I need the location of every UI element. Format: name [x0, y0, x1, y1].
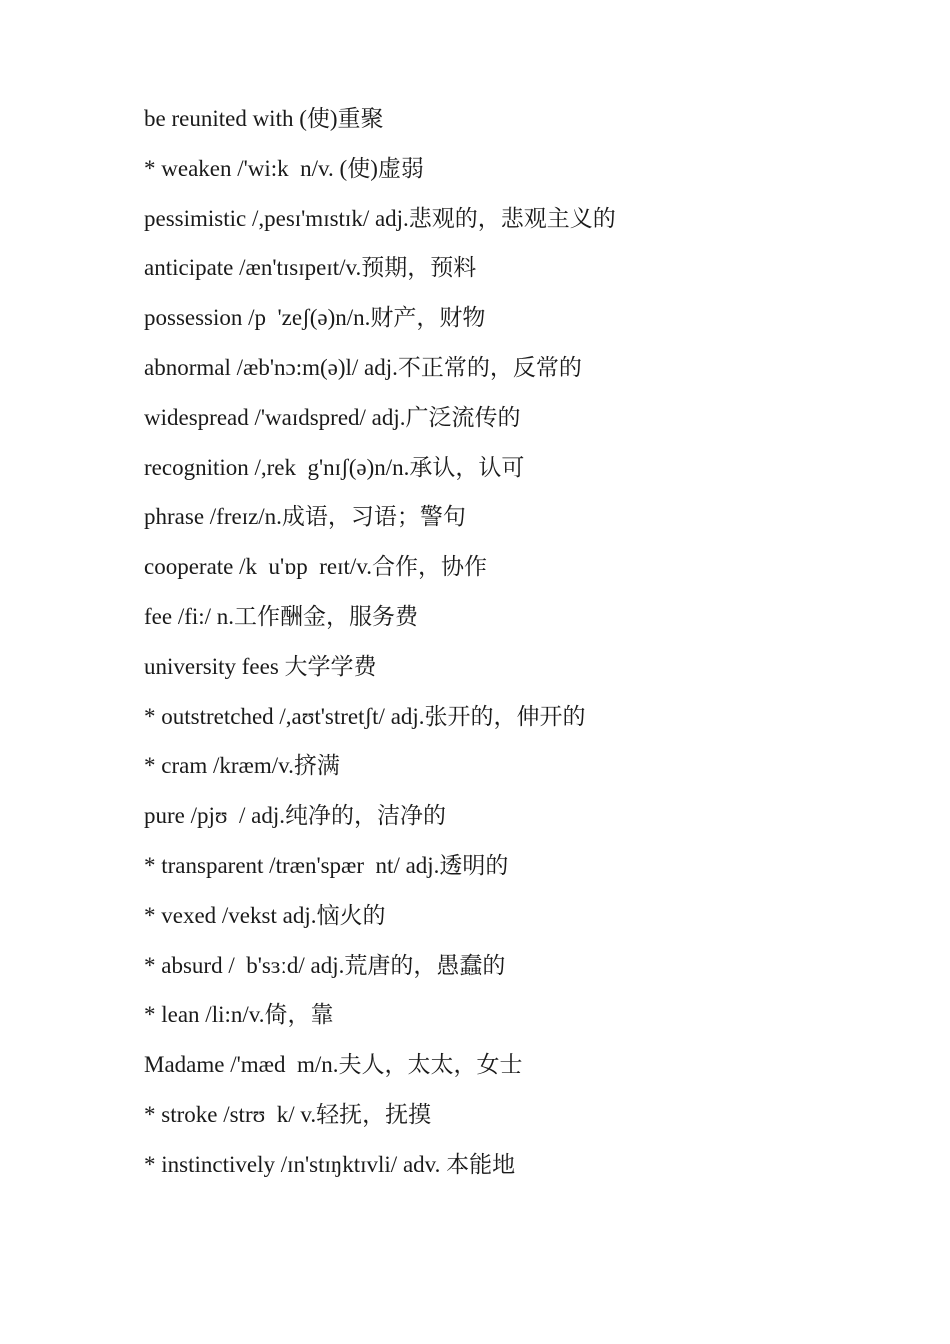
vocab-entry: * stroke /strʊ k/ v.轻抚，抚摸	[144, 1101, 432, 1127]
vocab-entry: * instinctively /ɪn'stɪŋktɪvli/ adv. 本能地	[144, 1151, 516, 1177]
vocab-entry: abnormal /æb'nɔ:m(ə)l/ adj.不正常的，反常的	[144, 354, 582, 380]
vocab-entry: university fees 大学学费	[144, 653, 377, 679]
vocab-entry: Madame /'mæd m/n.夫人，太太，女士	[144, 1052, 523, 1078]
vocab-entry: be reunited with (使)重聚	[144, 106, 384, 131]
vocab-entry: recognition /,rek g'nɪʃ(ə)n/n.承认，认可	[144, 454, 525, 480]
vocab-entry: fee /fi:/ n.工作酬金，服务费	[144, 603, 419, 629]
vocab-entry: * outstretched /,aʊt'stretʃt/ adj.张开的，伸开的	[144, 703, 586, 729]
vocab-entry: * vexed /vekst adj.恼火的	[144, 902, 386, 928]
vocab-entry: * absurd / b'sɜːd/ adj.荒唐的，愚蠢的	[144, 952, 506, 978]
vocab-entry: anticipate /æn'tɪsɪpeɪt/v.预期，预料	[144, 255, 477, 281]
vocab-entry: possession /p 'zeʃ(ə)n/n.财产，财物	[144, 305, 486, 331]
vocab-entry: pessimistic /,pesɪ'mɪstɪk/ adj.悲观的，悲观主义的	[144, 205, 616, 231]
vocab-entry: widespread /'waɪdspred/ adj.广泛流传的	[144, 404, 521, 430]
vocab-entry: * weaken /'wi:k n/v. (使)虚弱	[144, 155, 424, 181]
vocab-entry: pure /pjʊ / adj.纯净的，洁净的	[144, 803, 447, 829]
vocab-entry: * lean /li:n/v.倚，靠	[144, 1002, 334, 1028]
vocab-entry: * transparent /træn'spær nt/ adj.透明的	[144, 852, 509, 878]
vocab-entry: phrase /freɪz/n.成语，习语；警句	[144, 504, 466, 530]
vocabulary-list	[144, 102, 616, 1198]
vocab-entry: * cram /kræm/v.挤满	[144, 753, 340, 779]
vocab-entry: cooperate /k u'ɒp reɪt/v.合作，协作	[144, 554, 487, 580]
